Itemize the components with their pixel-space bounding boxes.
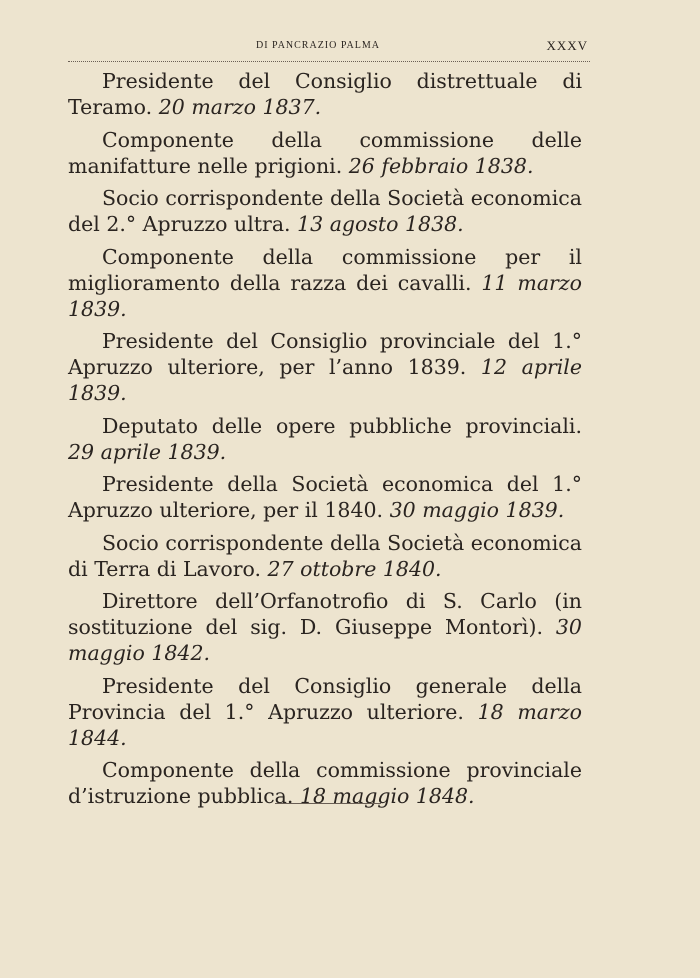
entry-text: Componente della commissione per il miglioramento della razza dei cavalli.: [68, 244, 582, 295]
entry-date: 27 ottobre 1840.: [267, 556, 442, 581]
entry-paragraph: [68, 530, 582, 582]
entry-text: Componente della commissione provinciale d’istruzione pubblica.: [68, 758, 582, 808]
entry-paragraph: [68, 127, 582, 179]
entry-text: Socio corrispondente della Società economica del 2.° Apruzzo ultra.: [68, 186, 582, 236]
entry-text: Presidente del Consiglio provinciale del 1.° Apruzzo ulteriore, per l’anno 1839.: [68, 329, 582, 379]
entry-date: 30 maggio 1842.: [68, 615, 582, 665]
entry-paragraph: [68, 328, 582, 406]
entry-date: 26 febbraio 1838.: [348, 153, 534, 178]
text-body: [68, 68, 582, 816]
header-dotted-rule: [68, 61, 590, 62]
entry-text: Presidente del Consiglio distrettuale di Teramo.: [68, 69, 582, 119]
entry-text: Direttore dell’Orfanotrofio di S. Carlo (in sostituzione del sig. D. Giuseppe Montorì).: [68, 589, 582, 639]
entry-text: Presidente del Consiglio generale della Provincia del 1.° Apruzzo ulteriore.: [68, 673, 582, 724]
entry-date: 30 maggio 1839.: [389, 498, 565, 522]
entry-date: 20 marzo 1837.: [158, 95, 322, 119]
running-header: [68, 40, 588, 56]
end-rule: [275, 803, 381, 804]
entry-paragraph: [68, 757, 582, 809]
entry-paragraph: [68, 185, 582, 237]
entry-paragraph: [68, 673, 582, 751]
entry-paragraph: [68, 244, 582, 322]
entry-text: Deputato delle opere pubbliche provinciali.: [102, 413, 582, 438]
entry-date: 29 aprile 1839.: [68, 439, 227, 464]
entry-paragraph: [68, 588, 582, 666]
page-number: XXXV: [546, 38, 588, 53]
entry-date: 12 aprile 1839.: [68, 355, 582, 405]
entry-paragraph: [68, 68, 582, 120]
entry-text: Socio corrispondente della Società economica di Terra di Lavoro.: [68, 530, 582, 581]
entry-text: Presidente della Società economica del 1.° Apruzzo ulteriore, per il 1840.: [68, 472, 582, 522]
entry-text: Componente della commissione delle manifatture nelle prigioni.: [68, 127, 582, 178]
entry-date: 18 maggio 1848.: [299, 784, 475, 808]
entry-date: 18 marzo 1844.: [68, 699, 582, 750]
entry-paragraph: [68, 413, 582, 465]
entry-paragraph: [68, 471, 582, 523]
entry-date: 13 agosto 1838.: [297, 212, 464, 236]
entry-date: 11 marzo 1839.: [68, 270, 582, 321]
running-title: DI PANCRAZIO PALMA: [256, 40, 380, 51]
